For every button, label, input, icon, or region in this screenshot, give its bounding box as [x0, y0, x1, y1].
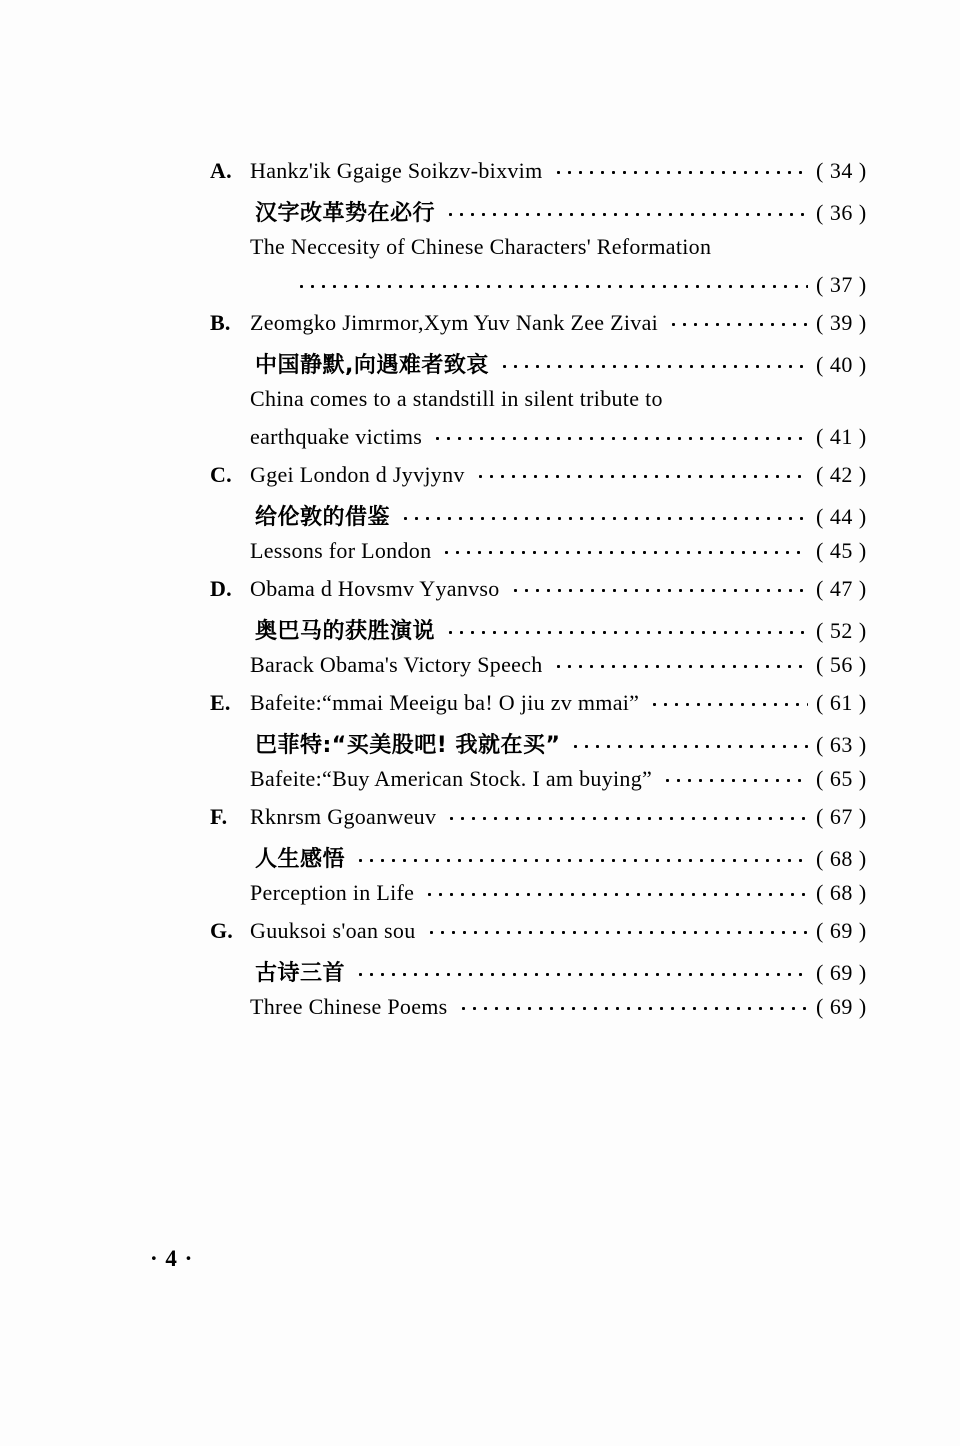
- toc-entry-title[interactable]: Rknrsm Ggoanweuv: [250, 804, 437, 829]
- toc-entry-marker: G.: [210, 918, 234, 943]
- dot-leader: [445, 622, 808, 638]
- dot-leader: [445, 204, 808, 220]
- toc-entry-page-number: ( 69 ): [816, 918, 867, 943]
- toc-entry[interactable]: [210, 576, 890, 614]
- toc-entry-title[interactable]: Lessons for London: [250, 538, 432, 563]
- dot-leader: [510, 580, 808, 596]
- toc-entry[interactable]: [210, 842, 890, 880]
- toc-entry-page-number: ( 47 ): [816, 576, 867, 601]
- toc-entry-page-number: ( 65 ): [816, 766, 867, 791]
- dot-leader: [426, 922, 808, 938]
- toc-entry[interactable]: [210, 804, 890, 842]
- toc-entry-page-number: ( 68 ): [816, 880, 867, 905]
- toc-entry[interactable]: [210, 614, 890, 652]
- toc-entry-page-number: ( 52 ): [816, 618, 867, 643]
- toc-entry[interactable]: [210, 310, 890, 348]
- toc-entry-title[interactable]: Guuksoi s'oan sou: [250, 918, 416, 943]
- toc-entry-marker: D.: [210, 576, 232, 601]
- dot-leader: [570, 736, 808, 752]
- dot-leader: [668, 314, 808, 330]
- toc-entry-page-number: ( 34 ): [816, 158, 867, 183]
- toc-entry-title[interactable]: Zeomgko Jimrmor,Xym Yuv Nank Zee Zivai: [250, 310, 659, 335]
- toc-entry-marker: E.: [210, 690, 231, 715]
- toc-entry-title[interactable]: Obama d Hovsmv Yyanvso: [250, 576, 500, 601]
- toc-entry-page-number: ( 37 ): [816, 272, 867, 297]
- toc-entry-title[interactable]: The Neccesity of Chinese Characters' Reformation: [250, 234, 712, 259]
- toc-entry[interactable]: [210, 538, 890, 576]
- toc-entry-title[interactable]: 汉字改革势在必行: [255, 201, 436, 226]
- dot-leader: [355, 850, 808, 866]
- toc-entry-page-number: ( 41 ): [816, 424, 867, 449]
- toc-entry-marker: C.: [210, 462, 232, 487]
- toc-entry-title[interactable]: 巴菲特:“买美股吧! 我就在买”: [255, 733, 561, 758]
- dot-leader: [553, 162, 809, 178]
- toc-entry[interactable]: [210, 158, 890, 196]
- toc-entry[interactable]: [210, 234, 890, 272]
- toc-entry-title[interactable]: earthquake victims: [250, 424, 423, 449]
- toc-entry[interactable]: [210, 652, 890, 690]
- dot-leader: [662, 770, 808, 786]
- toc-entry[interactable]: [210, 386, 890, 424]
- toc-entry[interactable]: [210, 918, 890, 956]
- dot-leader: [458, 998, 808, 1014]
- toc-entry[interactable]: [210, 462, 890, 500]
- toc-entry-marker: A.: [210, 158, 232, 183]
- toc-entry-title[interactable]: China comes to a standstill in silent tribute to: [250, 386, 663, 411]
- toc-entry[interactable]: [210, 196, 890, 234]
- toc-entry[interactable]: [210, 500, 890, 538]
- toc-entry-page-number: ( 61 ): [816, 690, 867, 715]
- dot-leader: [649, 694, 808, 710]
- toc-entry[interactable]: [210, 766, 890, 804]
- toc-entry-marker: F.: [210, 804, 228, 829]
- dot-leader: [424, 884, 808, 900]
- toc-entry[interactable]: [210, 690, 890, 728]
- toc-entry[interactable]: [210, 424, 890, 462]
- dot-leader: [400, 508, 808, 524]
- toc-entry-page-number: ( 63 ): [816, 732, 867, 757]
- toc-entry-title[interactable]: Ggei London d Jyvjynv: [250, 462, 465, 487]
- toc-entry-page-number: ( 69 ): [816, 960, 867, 985]
- toc-entry-page-number: ( 45 ): [816, 538, 867, 563]
- dot-leader: [553, 656, 808, 672]
- toc-entry-title[interactable]: Perception in Life: [250, 880, 415, 905]
- toc-entry-title[interactable]: 奥巴马的获胜演说: [255, 619, 436, 644]
- page-folio: · 4 ·: [150, 1246, 194, 1271]
- toc-entry-page-number: ( 56 ): [816, 652, 867, 677]
- dot-leader: [475, 466, 808, 482]
- toc-entry-title[interactable]: 中国静默,向遇难者致哀: [255, 353, 489, 378]
- toc-entry-title[interactable]: Barack Obama's Victory Speech: [250, 652, 543, 677]
- toc-entry[interactable]: [210, 994, 890, 1032]
- toc-entry-page-number: ( 44 ): [816, 504, 867, 529]
- toc-entry-page-number: ( 68 ): [816, 846, 867, 871]
- toc-entry-title[interactable]: 给伦敦的借鉴: [255, 505, 391, 530]
- toc-entry[interactable]: [210, 728, 890, 766]
- dot-leader: [721, 238, 808, 254]
- toc-entry-title[interactable]: Bafeite:“Buy American Stock. I am buying”: [250, 766, 653, 791]
- toc-entry-title[interactable]: 古诗三首: [255, 961, 346, 986]
- table-of-contents-list: [210, 158, 890, 1032]
- toc-entry-title[interactable]: Hankz'ik Ggaige Soikzv-bixvim: [250, 158, 543, 183]
- toc-entry[interactable]: [210, 880, 890, 918]
- toc-entry-page-number: ( 69 ): [816, 994, 867, 1019]
- toc-entry-page-number: ( 36 ): [816, 200, 867, 225]
- dot-leader: [673, 390, 808, 406]
- toc-entry-marker: B.: [210, 310, 231, 335]
- dot-leader: [441, 542, 808, 558]
- toc-entry-title[interactable]: Three Chinese Poems: [250, 994, 448, 1019]
- dot-leader: [296, 276, 808, 292]
- dot-leader: [446, 808, 808, 824]
- toc-entry[interactable]: [210, 348, 890, 386]
- toc-entry-page-number: ( 39 ): [816, 310, 867, 335]
- toc-entry-page-number: ( 67 ): [816, 804, 867, 829]
- toc-entry-title[interactable]: Bafeite:“mmai Meeigu ba! O jiu zv mmai”: [250, 690, 640, 715]
- toc-entry[interactable]: [210, 272, 890, 310]
- toc-entry-page-number: ( 42 ): [816, 462, 867, 487]
- dot-leader: [355, 964, 808, 980]
- dot-leader: [499, 356, 808, 372]
- toc-entry-title[interactable]: 人生感悟: [255, 847, 346, 872]
- dot-leader: [432, 428, 808, 444]
- toc-entry-page-number: ( 40 ): [816, 352, 867, 377]
- toc-entry[interactable]: [210, 956, 890, 994]
